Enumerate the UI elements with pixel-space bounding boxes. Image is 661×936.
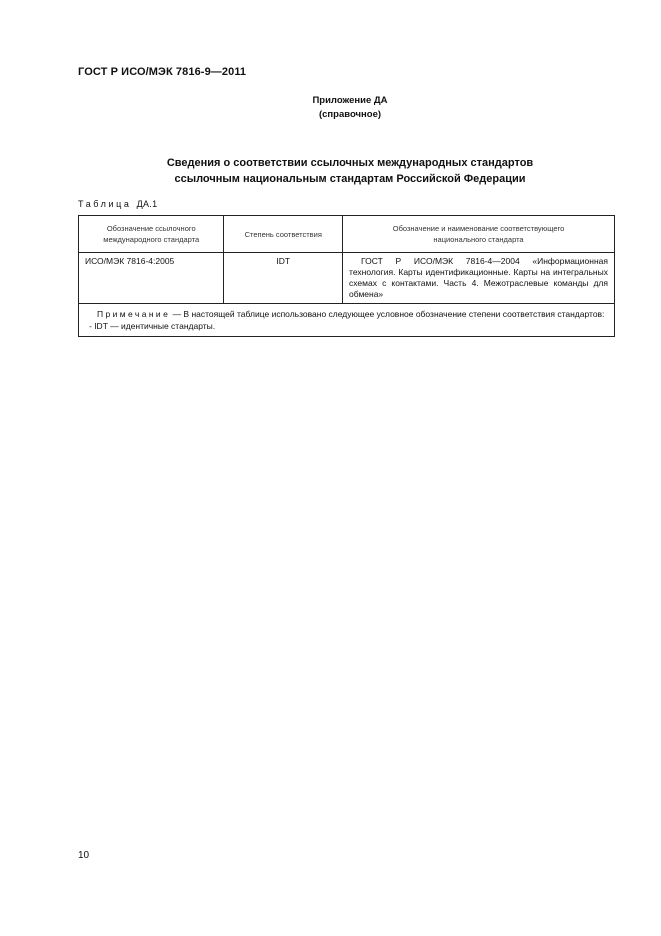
correspondence-table [78,215,615,337]
cell-standard-text: ИСО/МЭК 7816-4:2005 [85,256,175,266]
table-note [79,304,615,337]
appendix-subtitle: (справочное) [318,109,382,120]
note-text: — В настоящей таблице использовано следующее условное обозначение степени соответствия стандартов: [170,309,605,319]
cell-national [343,253,615,304]
cell-national-text: ГОСТ Р ИСО/МЭК 7816-4—2004 «Информационная технология. Карты идентификационные. Карты на интегральных схемах с контактами. Часть 4. Межотраслевые команды для обмена» [349,256,608,299]
section-title [0,155,661,187]
header-cell-standard [79,216,224,253]
header-standard-line-1: Обозначение ссылочного [106,224,196,233]
header-standard-line-2: международного стандарта [103,235,200,244]
note-label: Примечание [97,309,171,319]
table-row [79,253,615,304]
cell-standard [79,253,224,304]
header-cell-national [343,216,615,253]
note-paragraph [85,308,608,320]
header-national-line-1: Обозначение и наименование соответствующего [392,224,565,233]
table-caption-label: Таблица [78,199,132,209]
table-header-row [79,216,615,253]
section-title-line-2: ссылочным национальным стандартам Российской Федерации [174,173,526,185]
table-note-row [79,304,615,337]
table-caption-number: ДА.1 [136,199,158,209]
table-caption [78,199,157,209]
document-code: ГОСТ Р ИСО/МЭК 7816-9—2011 [78,66,247,78]
cell-degree-text: IDT [276,256,291,266]
header-national-line-2: национального стандарта [433,235,524,244]
note-list-item: - IDT — идентичные стандарты. [89,321,216,331]
header-cell-degree [224,216,343,253]
appendix-title: Приложение ДА [312,95,388,106]
header-degree-text: Степень соответствия [244,229,322,239]
section-title-line-1: Сведения о соответствии ссылочных международных стандартов [166,157,534,169]
cell-degree [224,253,343,304]
page-number: 10 [78,850,90,861]
